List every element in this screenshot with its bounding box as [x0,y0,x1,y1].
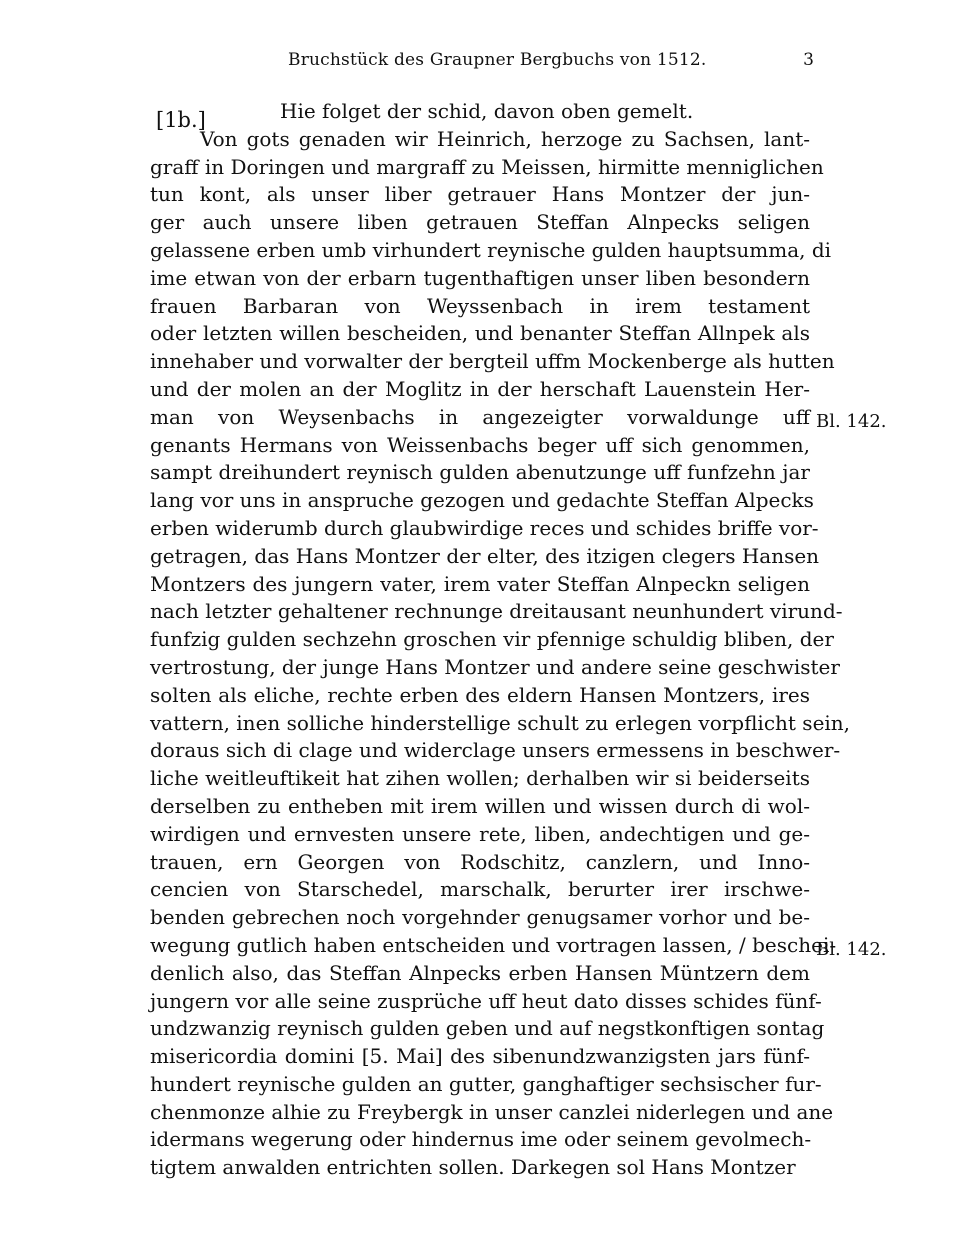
text-line: hundert reynische gulden an gutter, ganghaftiger sechsischer fur- [150,1071,822,1096]
text-line: trauen, ern Georgen von Rodschitz, canzlern, und Inno- [150,849,810,874]
text-line: solten als eliche, rechte erben des eldern Hansen Montzers, ires [150,682,810,707]
text-line: ger auch unsere liben getrauen Steffan Alnpecks seligen [150,210,810,235]
margin-note: Bl. 142. [816,939,887,960]
text-line: jungern vor alle seine zusprüche uff heut dato disses schides fünf- [150,988,822,1013]
text-line: denlich also, das Steffan Alnpecks erben Hansen Müntzern dem [150,960,810,985]
text-line: innehaber und vorwalter der bergteil uffm Mockenberge als hutten [150,349,835,374]
running-header [200,48,820,76]
text-line: wirdigen und ernvesten unsere rete, liben, andechtigen und ge- [150,821,810,846]
text-line: lang vor uns in anspruche gezogen und gedachte Steffan Alpecks [150,488,814,513]
text-line: genants Hermans von Weissenbachs beger uff sich genommen, [150,432,810,457]
text-line: gelassene erben umb virhundert reynische gulden hauptsumma, di [150,237,832,262]
text-line: nach letzter gehaltener rechnunge dreitausant neunhundert virund- [150,599,843,624]
text-line: undzwanzig reynisch gulden geben und auf negstkonftigen sontag [150,1016,825,1041]
text-line: liche weitleuftikeit hat zihen wollen; derhalben wir si beiderseits [150,766,810,791]
text-line: wegung gutlich haben entscheiden und vortragen lassen, / beschei- [150,932,837,957]
text-line: man von Weysenbachs in angezeigter vorwaldunge uff [150,404,810,429]
text-line: misericordia domini [5. Mai] des sibenundzwanzigsten jars fünf- [150,1044,810,1069]
text-line: funfzig gulden sechzehn groschen vir pfennige schuldig bliben, der [150,627,834,652]
text-line: cencien von Starschedel, marschalk, berurter irer irschwe- [150,877,810,902]
page-number: 3 [803,50,814,70]
text-line: tun kont, als unser liber getrauer Hans Montzer der jun- [150,182,810,207]
text-line: frauen Barbaran von Weyssenbach in irem testament [150,293,810,318]
text-line: idermans wegerung oder hindernus ime oder seinem gevolmech- [150,1127,812,1152]
text-line: chenmonze alhie zu Freybergk in unser canzlei niderlegen und ane [150,1099,834,1124]
text-line: tigtem anwalden entrichten sollen. Darkegen sol Hans Montzer [150,1155,796,1180]
section-label: [1b.] [156,108,206,132]
text-line: erben widerumb durch glaubwirdige reces und schides briffe vor- [150,515,819,540]
text-line: Von gots genaden wir Heinrich, herzoge zu Sachsen, lant- [200,126,810,151]
text-line: oder letzten willen bescheiden, und benanter Steffan Allnpek als [150,321,810,346]
text-line: getragen, das Hans Montzer der elter, des itzigen clegers Hansen [150,543,820,568]
text-line: vertrostung, der junge Hans Montzer und andere seine geschwister [150,654,840,679]
text-line: und der molen an der Moglitz in der herschaft Lauenstein Her- [150,376,810,401]
text-line: Hie folget der schid, davon oben gemelt. [280,99,694,123]
text-line: vattern, inen solliche hinderstellige schult zu erlegen vorpflicht sein, [150,710,851,735]
text-line: sampt dreihundert reynisch gulden abenutzunge uff funfzehn jar [150,460,810,485]
text-line: Montzers des jungern vater, irem vater Steffan Alnpeckn seligen [150,571,810,596]
text-line: ime etwan von der erbarn tugenthaftigen unser liben besondern [150,265,810,290]
header-title: Bruchstück des Graupner Bergbuchs von 1512. [288,50,707,70]
margin-note: Bl. 142. [816,411,887,432]
text-line: derselben zu entheben mit irem willen und wissen durch di wol- [150,793,810,818]
text-line: benden gebrechen noch vorgehnder genugsamer vorhor und be- [150,905,810,930]
text-line: graff in Doringen und margraff zu Meissen, hirmitte menniglichen [150,154,824,179]
text-line: doraus sich di clage und widerclage unsers ermessens in beschwer- [150,738,841,763]
body-text [150,98,851,1182]
